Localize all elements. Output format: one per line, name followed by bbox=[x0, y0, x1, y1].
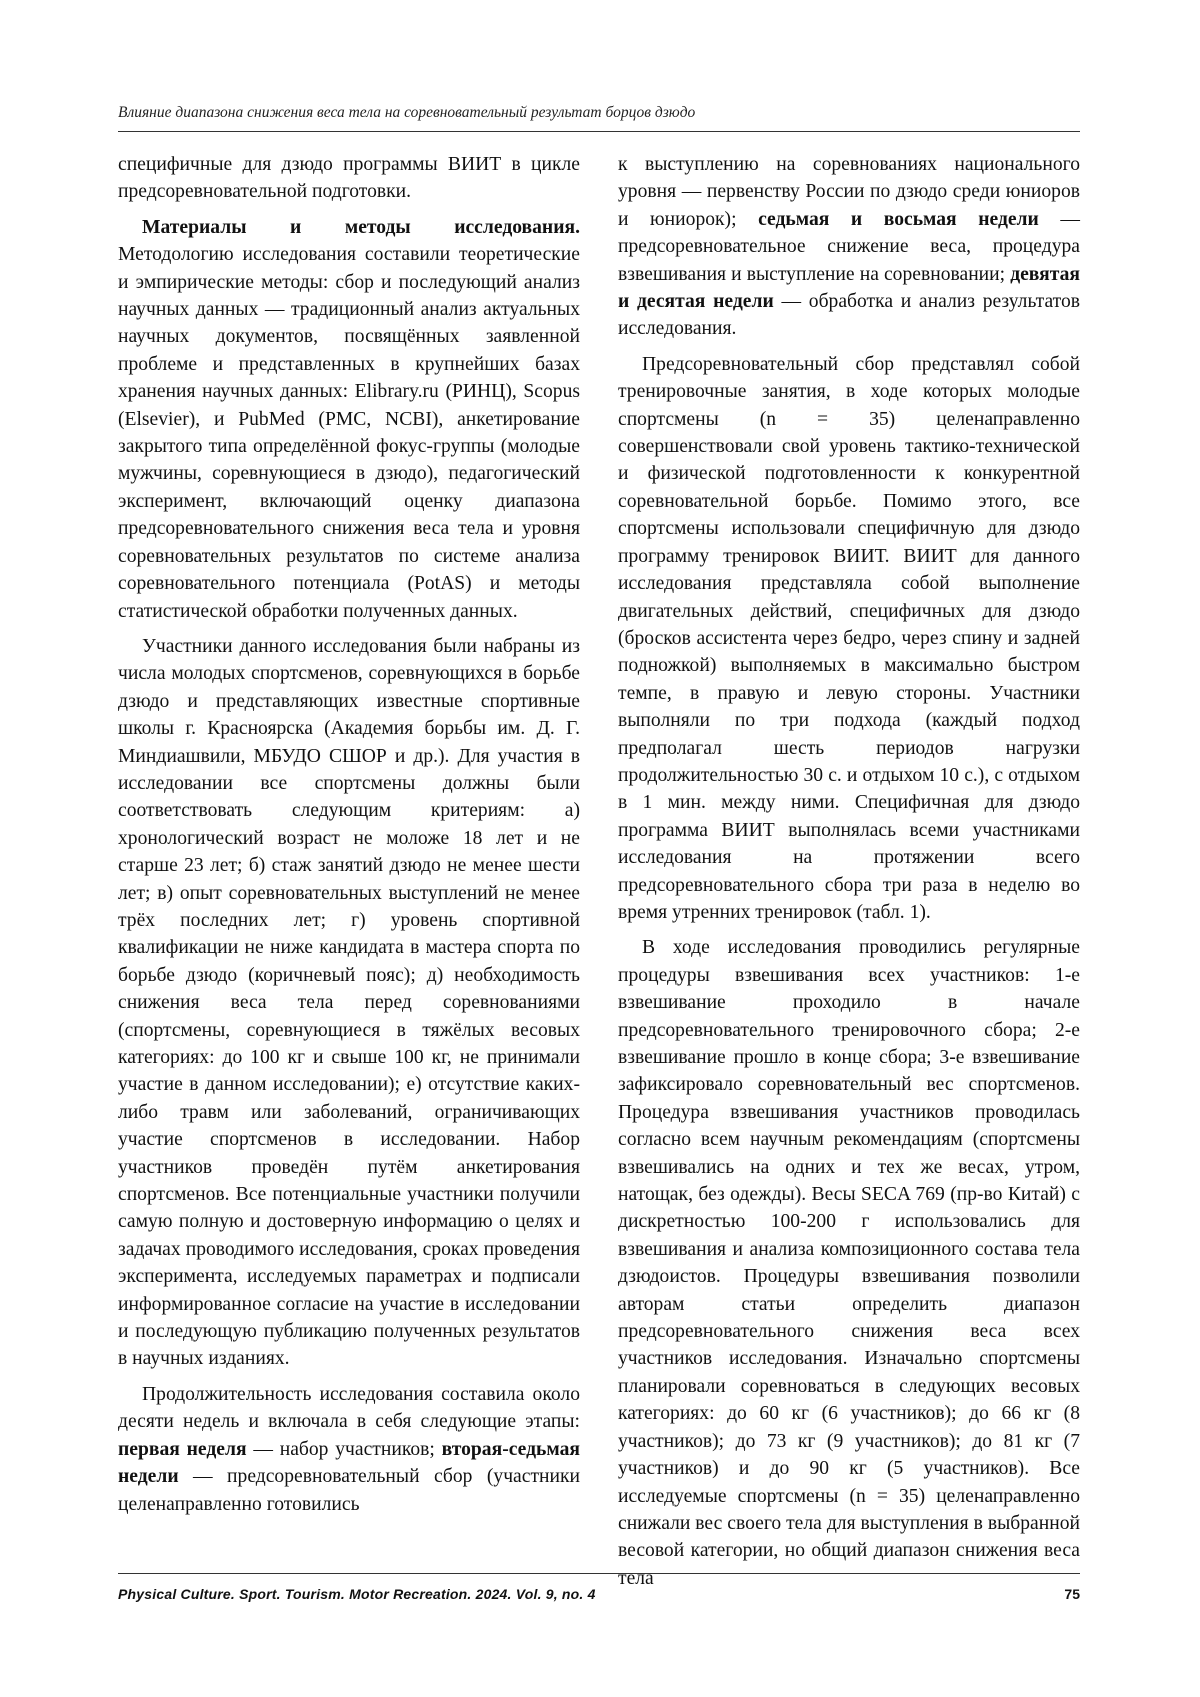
right-column bbox=[618, 151, 1080, 1600]
footer-rule bbox=[118, 1573, 1080, 1574]
paragraph-stages-continued bbox=[618, 151, 1080, 343]
paragraph-stages bbox=[118, 1381, 580, 1518]
left-column bbox=[118, 151, 580, 1526]
paragraph: Участники данного исследования были набраны из числа молодых спортсменов, соревнующихся в борьбе дзюдо и представляющих известные спортивные школы г. Красноярска (Академия борьбы им. Д. Г. Миндиашвили, МБУДО СШОР и др.). Для участия в исследовании все спортсмены должны были соответствовать следующим критериям: а) хронологический возраст не моложе 18 лет и не старше 23 лет; б) стаж занятий дзюдо не менее шести лет; в) опыт соревновательных выступлений не менее трёх последних лет; г) уровень спортивной квалификации не ниже кандидата в мастера спорта по борьбе дзюдо (коричневый пояс); д) необходимость снижения веса тела перед соревнованиями (спортсмены, соревнующиеся в тяжёлых весовых категориях: до 100 кг и свыше 100 кг, не принимали участие в данном исследовании); е) отсутствие каких-либо травм или заболеваний, ограничивающих участие спортсменов в исследовании. Набор участников проведён путём анкетирования спортсменов. Все потенциальные участники получили самую полную и достоверную информацию о целях и задачах проводимого исследования, сроках проведения эксперимента, исследуемых параметрах и подписали информированное согласие на участие в исследовании и последующую публикацию полученных результатов в научных изданиях. bbox=[118, 635, 580, 1370]
header-rule bbox=[118, 131, 1080, 132]
running-title: Влияние диапазона снижения веса тела на соревновательный результат борцов дзюдо bbox=[118, 104, 696, 121]
page-number: 75 bbox=[1064, 1586, 1080, 1602]
bold-term: вторая-седьмая недели bbox=[118, 1438, 580, 1488]
journal-citation: Physical Culture. Sport. Tourism. Motor Recreation. 2024. Vol. 9, no. 4 bbox=[118, 1586, 596, 1602]
section-heading: Материалы и методы исследования. bbox=[142, 216, 580, 238]
paragraph-text: к выступлению на соревнованиях национального уровня — первенству России по дзюдо среди юниоров и юниорок); bbox=[618, 154, 1080, 230]
paragraph-text: — набор участников; bbox=[246, 1438, 442, 1460]
paragraph-text: Методологию исследования составили теоретические и эмпирические методы: сбор и последующий анализ научных данных — традиционный анализ актуальных научных документов, посвящённых заявленной проблеме и представленных в крупнейших базах хранения научных данных: Elibrary.ru (РИНЦ), Scopus (Elsevier), и PubMed (PMC, NCBI), анкетирование закрытого типа определённой фокус-группы (молодые мужчины, соревнующиеся в дзюдо), педагогический эксперимент, включающий оценку диапазона предсоревновательного снижения веса тела и уровня соревновательных результатов по системе анализа соревновательного потенциала (PotAS) и методы статистической обработки полученных данных. bbox=[118, 244, 580, 622]
paragraph-text: Продолжительность исследования составила около десяти недель и включала в себя следующие этапы: bbox=[118, 1383, 580, 1433]
paragraph: Предсоревновательный сбор представлял собой тренировочные занятия, в ходе которых молодые спортсмены (n = 35) целенаправленно совершенствовали свой уровень тактико-технической и физической подготовленности к конкурентной соревновательной борьбе. Помимо этого, все спортсмены использовали специфичную для дзюдо программу тренировок ВИИТ. ВИИТ для данного исследования представляла собой выполнение двигательных действий, специфичных для дзюдо (бросков ассистента через бедро, через спину и задней подножкой) выполняемых в максимально быстром темпе, в правую и левую стороны. Участники выполняли по три подхода (каждый подход предполагал шесть периодов нагрузки продолжительностью 30 с. и отдыхом 10 с.), с отдыхом в 1 мин. между ними. Специфичная для дзюдо программа ВИИТ выполнялась всеми участниками исследования на протяжении всего предсоревновательного сбора три раза в неделю во время утренних тренировок (табл. 1). bbox=[618, 353, 1080, 923]
bold-term: первая неделя bbox=[118, 1438, 247, 1460]
paragraph-text: — предсоревновательное снижение веса, процедура взвешивания и выступление на соревновании; bbox=[618, 208, 1080, 285]
paragraph: специфичные для дзюдо программы ВИИТ в цикле предсоревновательной подготовки. bbox=[118, 154, 580, 203]
bold-term: девятая и десятая недели bbox=[618, 263, 1080, 313]
paragraph: В ходе исследования проводились регулярные процедуры взвешивания всех участников: 1-е взвешивание проходило в начале предсоревновательного тренировочного сбора; 2-е взвешивание прошло в конце сбора; 3-е взвешивание зафиксировало соревновательный вес спортсменов. Процедура взвешивания участников проводилась согласно всем научным рекомендациям (спортсмены взвешивались на одних и тех же весах, утром, натощак, без одежды). Весы SECA 769 (пр-во Китай) с дискретностью 100-200 г использовались для взвешивания и анализа композиционного состава тела дзюдоистов. Процедуры взвешивания позволили авторам статьи определить диапазон предсоревновательного снижения веса всех участников исследования. Изначально спортсмены планировали соревноваться в следующих весовых категориях: до 60 кг (6 участников); до 66 кг (8 участников); до 73 кг (9 участников); до 81 кг (7 участников) и до 90 кг (5 участников). Все исследуемые спортсмены (n = 35) целенаправленно снижали вес своего тела для выступления в выбранной весовой категории, но общий диапазон снижения веса тела bbox=[618, 937, 1080, 1589]
paragraph-text: — предсоревновательный сбор (участники целенаправленно готовились bbox=[118, 1466, 580, 1515]
paragraph-text: — обработка и анализ результатов исследования. bbox=[618, 291, 1080, 340]
bold-term: седьмая и восьмая недели bbox=[758, 208, 1039, 230]
paragraph-methods bbox=[118, 214, 580, 625]
